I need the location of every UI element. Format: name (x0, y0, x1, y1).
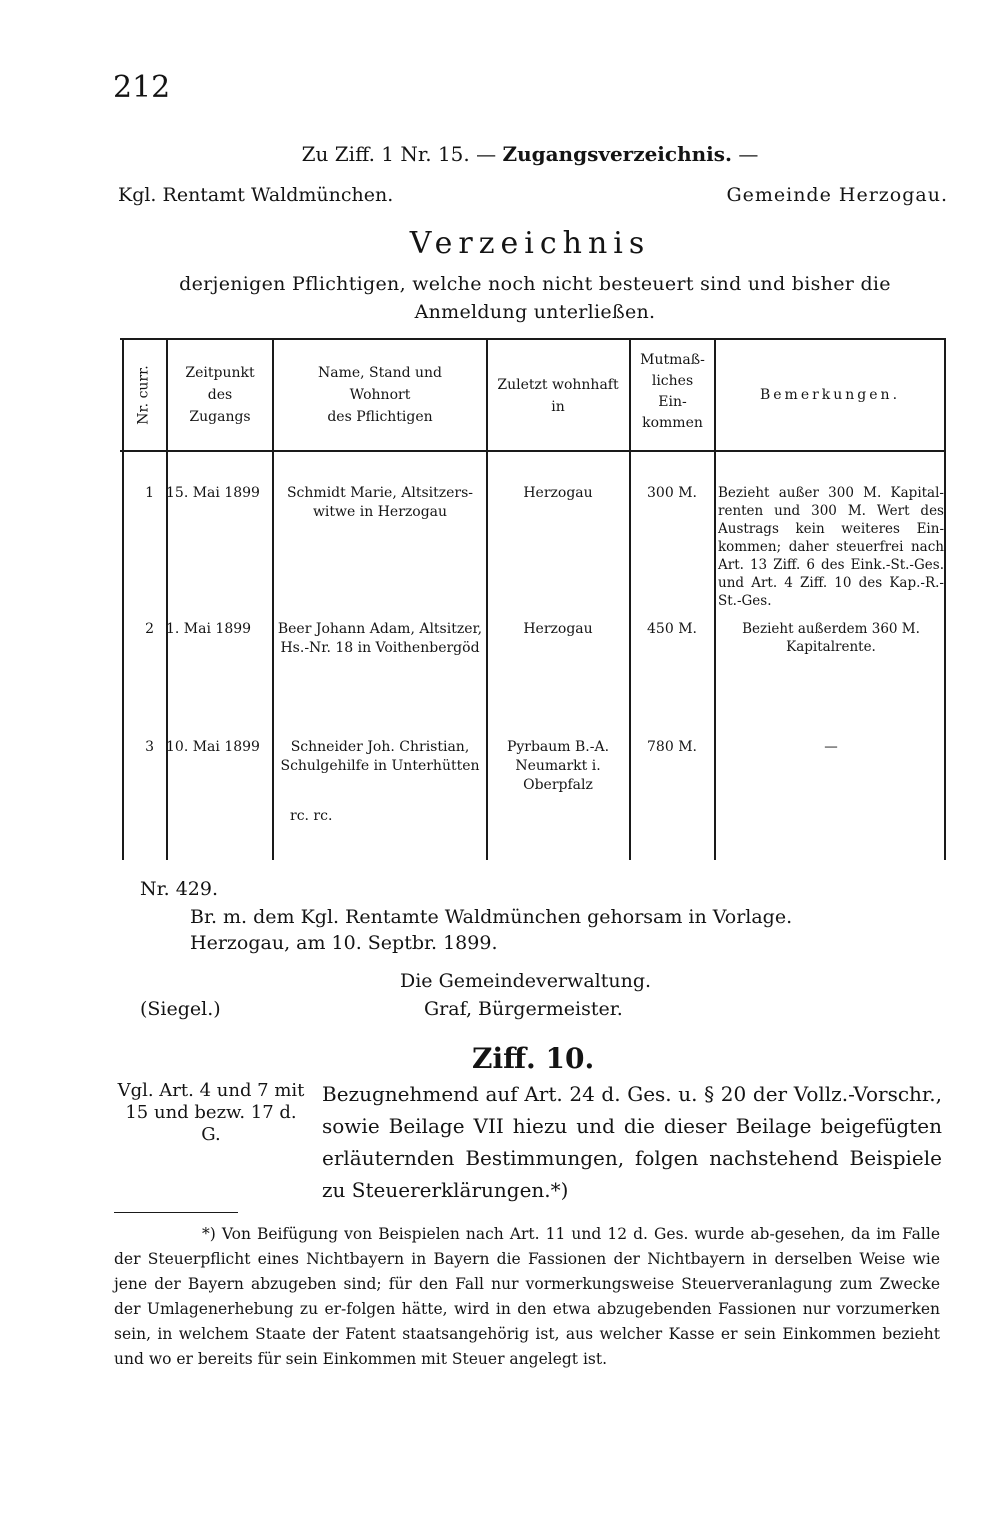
document-subtitle: derjenigen Pflichtigen, welche noch nicht besteuert sind und bisher die Anmeldung unterließen. (179, 273, 891, 323)
office-left: Kgl. Rentamt Waldmünchen. (118, 184, 394, 206)
row-income: 780 M. (647, 739, 697, 755)
row-place: Herzogau (523, 621, 593, 637)
row-place: Pyrbaum B.-A. Neumarkt i. Oberpfalz (506, 739, 610, 793)
row-date: 15. Mai 1899 (166, 485, 260, 501)
row-date: 10. Mai 1899 (166, 739, 260, 755)
signatory-line: Graf, Bürgermeister. (424, 998, 623, 1020)
row-number: 2 (145, 621, 154, 637)
body-paragraph: Bezugnehmend auf Art. 24 d. Ges. u. § 20 der Vollz.-Vorschr., sowie Beilage VII hiezu und die dieser Beilage beigefügten erläuternden Bestimmungen, folgen nachstehend Beispiele zu Steuererklärungen.*) (322, 1082, 942, 1202)
subheading-prefix: Zu Ziff. 1 Nr. 15. — (301, 142, 497, 166)
subheading (0, 142, 1000, 166)
row-income: 450 M. (647, 621, 697, 637)
reference-number: Nr. 429. (140, 878, 219, 900)
authority-line: Die Gemeindeverwaltung. (400, 970, 652, 992)
row-remarks: Bezieht außerdem 360 M. Kapitalrente. (742, 621, 920, 655)
subheading-bold: Zugangsverzeichnis. (502, 142, 732, 166)
office-right: Gemeinde Herzogau. (726, 184, 948, 206)
table-top-rule (120, 338, 946, 340)
margin-note: Vgl. Art. 4 und 7 mit 15 und bezw. 17 d. G. (117, 1080, 305, 1145)
header-date: Zeitpunkt des Zugangs (185, 365, 255, 425)
row-name: Schneider Joh. Christian, Schulgehilfe in Unterhütten (280, 739, 480, 774)
section-title: Ziff. 10. (472, 1042, 595, 1075)
table-etc: rc. rc. (290, 808, 333, 824)
row-number: 3 (145, 739, 154, 755)
row-name: Schmidt Marie, Altsitzers-witwe in Herzogau (286, 485, 474, 520)
subheading-suffix: — (738, 142, 759, 166)
row-number: 1 (145, 485, 154, 501)
document-title: Verzeichnis (409, 226, 651, 261)
table-header-rule (120, 450, 946, 452)
header-income: Mutmaß- liches Ein- kommen (640, 352, 705, 431)
row-name: Beer Johann Adam, Altsitzer, Hs.-Nr. 18 in Voithenbergöd (277, 621, 483, 656)
header-remarks: Bemerkungen. (759, 387, 901, 403)
row-remarks: Bezieht außer 300 M. Kapital-renten und 300 M. Wert des Austrags kein weiteres Ein-kommen; daher steuerfrei nach Art. 13 Ziff. 6 des Eink.-St.-Ges. und Art. 4 Ziff. 10 des Kap.-R.-St.-Ges. (718, 485, 944, 609)
row-income: 300 M. (647, 485, 697, 501)
submission-line: Br. m. dem Kgl. Rentamte Waldmünchen gehorsam in Vorlage. (190, 906, 793, 928)
header-place: Zuletzt wohnhaft in (497, 377, 619, 415)
page-number: 212 (113, 70, 171, 105)
row-date: 1. Mai 1899 (166, 621, 252, 637)
seal-note: (Siegel.) (140, 998, 221, 1020)
table-right-border (944, 340, 946, 860)
footnote-rule (114, 1212, 238, 1213)
place-date-line: Herzogau, am 10. Septbr. 1899. (190, 932, 498, 954)
footnote: *) Von Beifügung von Beispielen nach Art. 11 und 12 d. Ges. wurde ab-gesehen, da im Falle der Steuerpflicht eines Nichtbayern in Bayern die Fassionen der Nichtbayern in derselben Weise wie jene der Bayern abzugeben sind; für den Fall nur vormerkungsweise Steuerveranlagung zum Zwecke der Umlagenerhebung zu er-folgen hätte, wird in den etwa abzugebenden Fassionen nur vorzumerken sein, in welchem Staate der Fatent staatsangehörig ist, aus welcher Kasse er sein Einkommen bezieht und wo er bereits für sein Einkommen mit Steuer angelegt ist. (114, 1225, 940, 1368)
column-divider (714, 340, 716, 860)
header-nr: Nr. curr. (136, 365, 152, 425)
row-place: Herzogau (523, 485, 593, 501)
row-remarks: — (824, 739, 838, 755)
header-name: Name, Stand und Wohnort des Pflichtigen (317, 365, 443, 425)
